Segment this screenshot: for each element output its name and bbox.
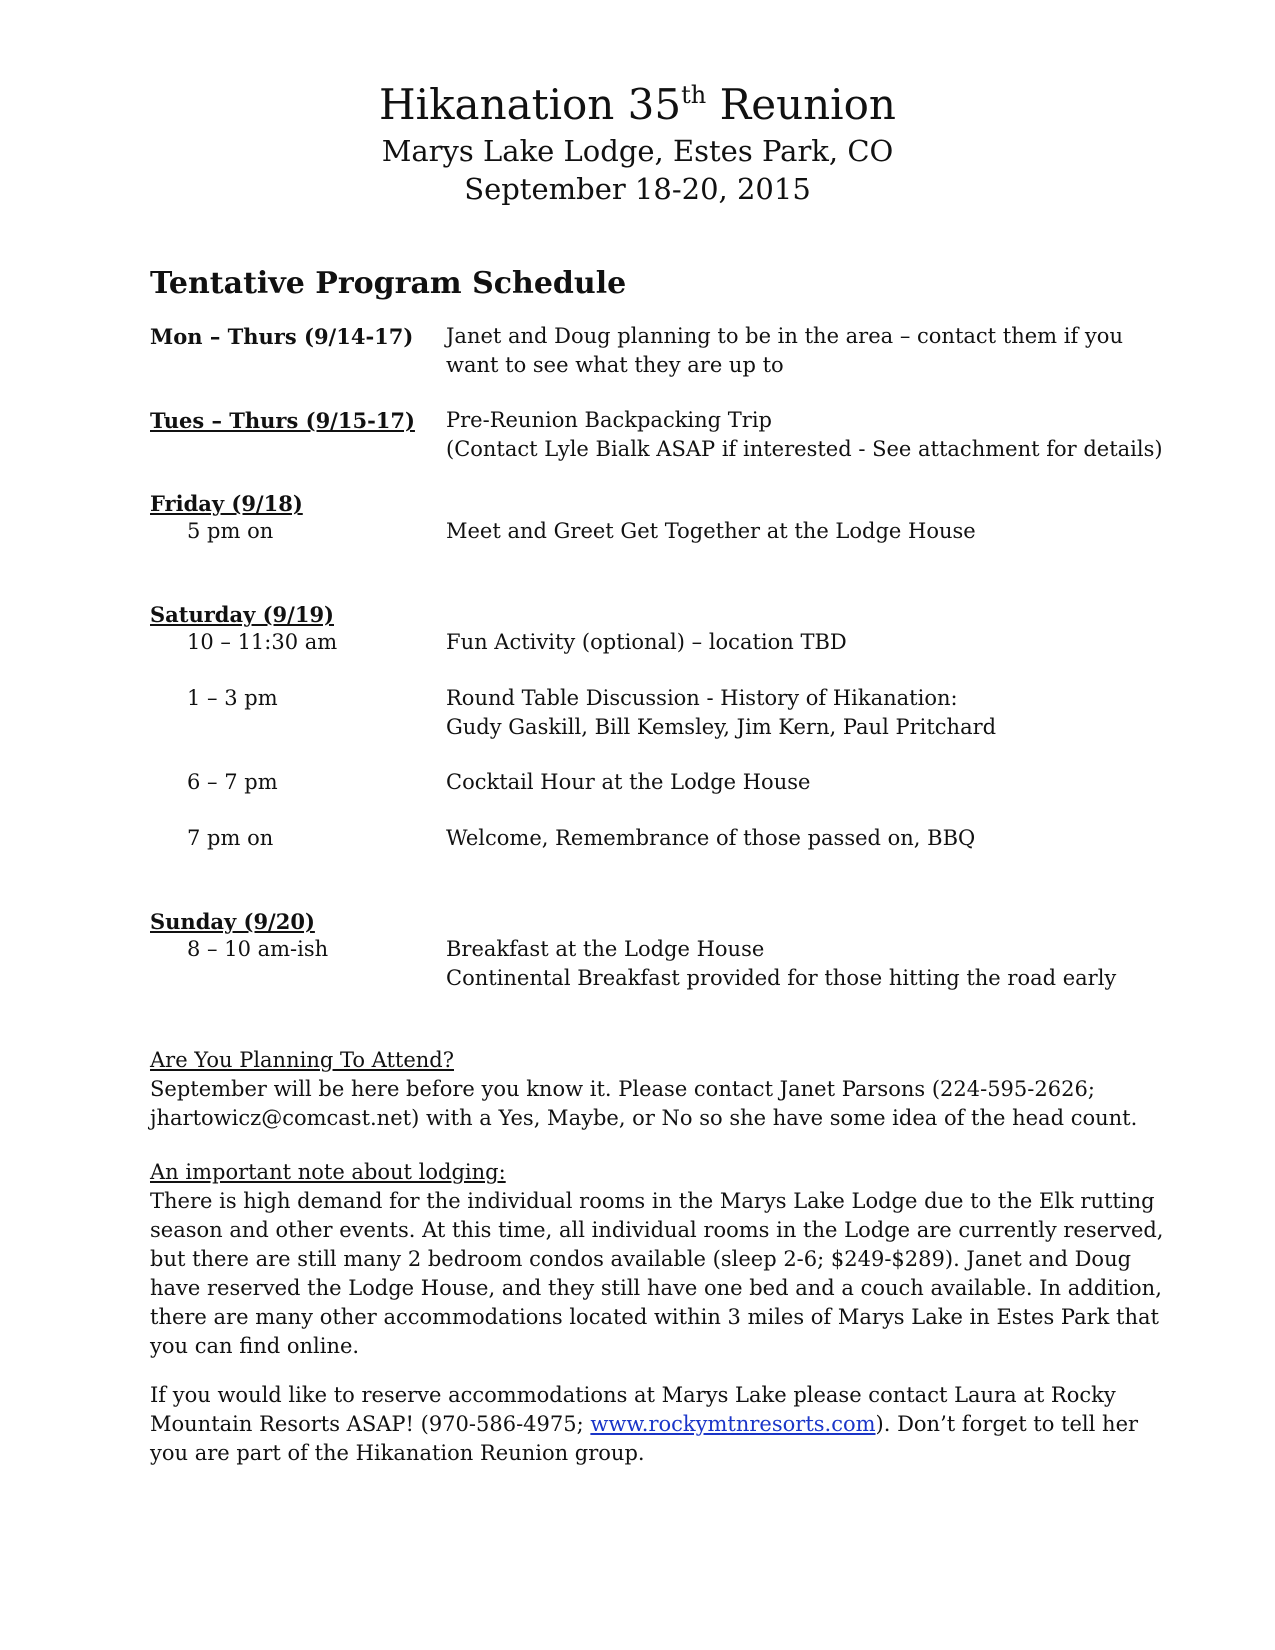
- day-label-mon-thurs: Mon – Thurs (9/14-17): [150, 324, 414, 349]
- reserve-section: [150, 1381, 1150, 1468]
- lodging-text: have reserved the Lodge House, and they still have one bed and a couch available. In addition,: [150, 1276, 1162, 1300]
- attend-text: jhartowicz@comcast.net) with a Yes, Maybe, or No so she have some idea of the head count.: [150, 1106, 1138, 1130]
- lodging-text: season and other events. At this time, all individual rooms in the Lodge are currently reserved,: [150, 1218, 1164, 1242]
- attend-section: [150, 1046, 1150, 1133]
- event-text: Gudy Gaskill, Bill Kemsley, Jim Kern, Paul Pritchard: [446, 715, 997, 739]
- document-header: [0, 78, 1275, 208]
- reserve-text-pre: Mountain Resorts ASAP! (970-586-4975;: [150, 1412, 591, 1436]
- time-label: 7 pm on: [187, 826, 274, 850]
- time-label: 5 pm on: [187, 519, 274, 543]
- reserve-text-post: ). Don’t forget to tell her: [875, 1412, 1139, 1436]
- dates-line: September 18-20, 2015: [464, 172, 811, 206]
- lodging-heading: An important note about lodging:: [150, 1160, 506, 1184]
- lodging-text: There is high demand for the individual rooms in the Marys Lake Lodge due to the Elk rutting: [150, 1189, 1155, 1213]
- event-text: Welcome, Remembrance of those passed on, BBQ: [446, 826, 976, 850]
- venue-line: Marys Lake Lodge, Estes Park, CO: [381, 134, 894, 168]
- reserve-text: If you would like to reserve accommodations at Marys Lake please contact Laura at Rocky: [150, 1383, 1116, 1407]
- event-text: Round Table Discussion - History of Hikanation:: [446, 686, 958, 710]
- event-text: Breakfast at the Lodge House: [446, 937, 765, 961]
- reserve-text: you are part of the Hikanation Reunion group.: [150, 1441, 645, 1465]
- day-label-friday: Friday (9/18): [150, 491, 303, 516]
- time-label: 10 – 11:30 am: [187, 630, 338, 654]
- lodging-text: but there are still many 2 bedroom condos available (sleep 2-6; $249-$289). Janet and Doug: [150, 1247, 1132, 1271]
- day-label-sunday: Sunday (9/20): [150, 909, 315, 934]
- event-text: (Contact Lyle Bialk ASAP if interested - See attachment for details): [446, 437, 1163, 461]
- attend-heading: Are You Planning To Attend?: [150, 1048, 454, 1072]
- rocky-mountain-resorts-link[interactable]: www.rockymtnresorts.com: [590, 1412, 876, 1436]
- title-superscript: th: [681, 81, 707, 109]
- event-text: Fun Activity (optional) – location TBD: [446, 630, 847, 654]
- title-text: Hikanation 35: [379, 80, 682, 129]
- event-text: want to see what they are up to: [446, 353, 784, 377]
- day-label-tues-thurs: Tues – Thurs (9/15-17): [150, 408, 415, 433]
- event-text: Pre-Reunion Backpacking Trip: [446, 408, 772, 432]
- time-label: 8 – 10 am-ish: [187, 937, 329, 961]
- event-text: Cocktail Hour at the Lodge House: [446, 770, 811, 794]
- event-text: Continental Breakfast provided for those hitting the road early: [446, 966, 1117, 990]
- day-label-saturday: Saturday (9/19): [150, 602, 334, 627]
- reserve-text-line2: [150, 1410, 1150, 1439]
- title-text-end: Reunion: [706, 80, 896, 129]
- event-text: Janet and Doug planning to be in the area – contact them if you: [446, 324, 1123, 348]
- attend-text: September will be here before you know it. Please contact Janet Parsons (224-595-2626;: [150, 1077, 1095, 1101]
- time-label: 1 – 3 pm: [187, 686, 278, 710]
- document-title: [0, 78, 1275, 132]
- time-label: 6 – 7 pm: [187, 770, 278, 794]
- lodging-text: you can find online.: [150, 1334, 360, 1358]
- schedule-heading: Tentative Program Schedule: [150, 266, 627, 301]
- lodging-section: [150, 1158, 1164, 1361]
- lodging-text: there are many other accommodations located within 3 miles of Marys Lake in Estes Park that: [150, 1305, 1159, 1329]
- event-text: Meet and Greet Get Together at the Lodge House: [446, 519, 976, 543]
